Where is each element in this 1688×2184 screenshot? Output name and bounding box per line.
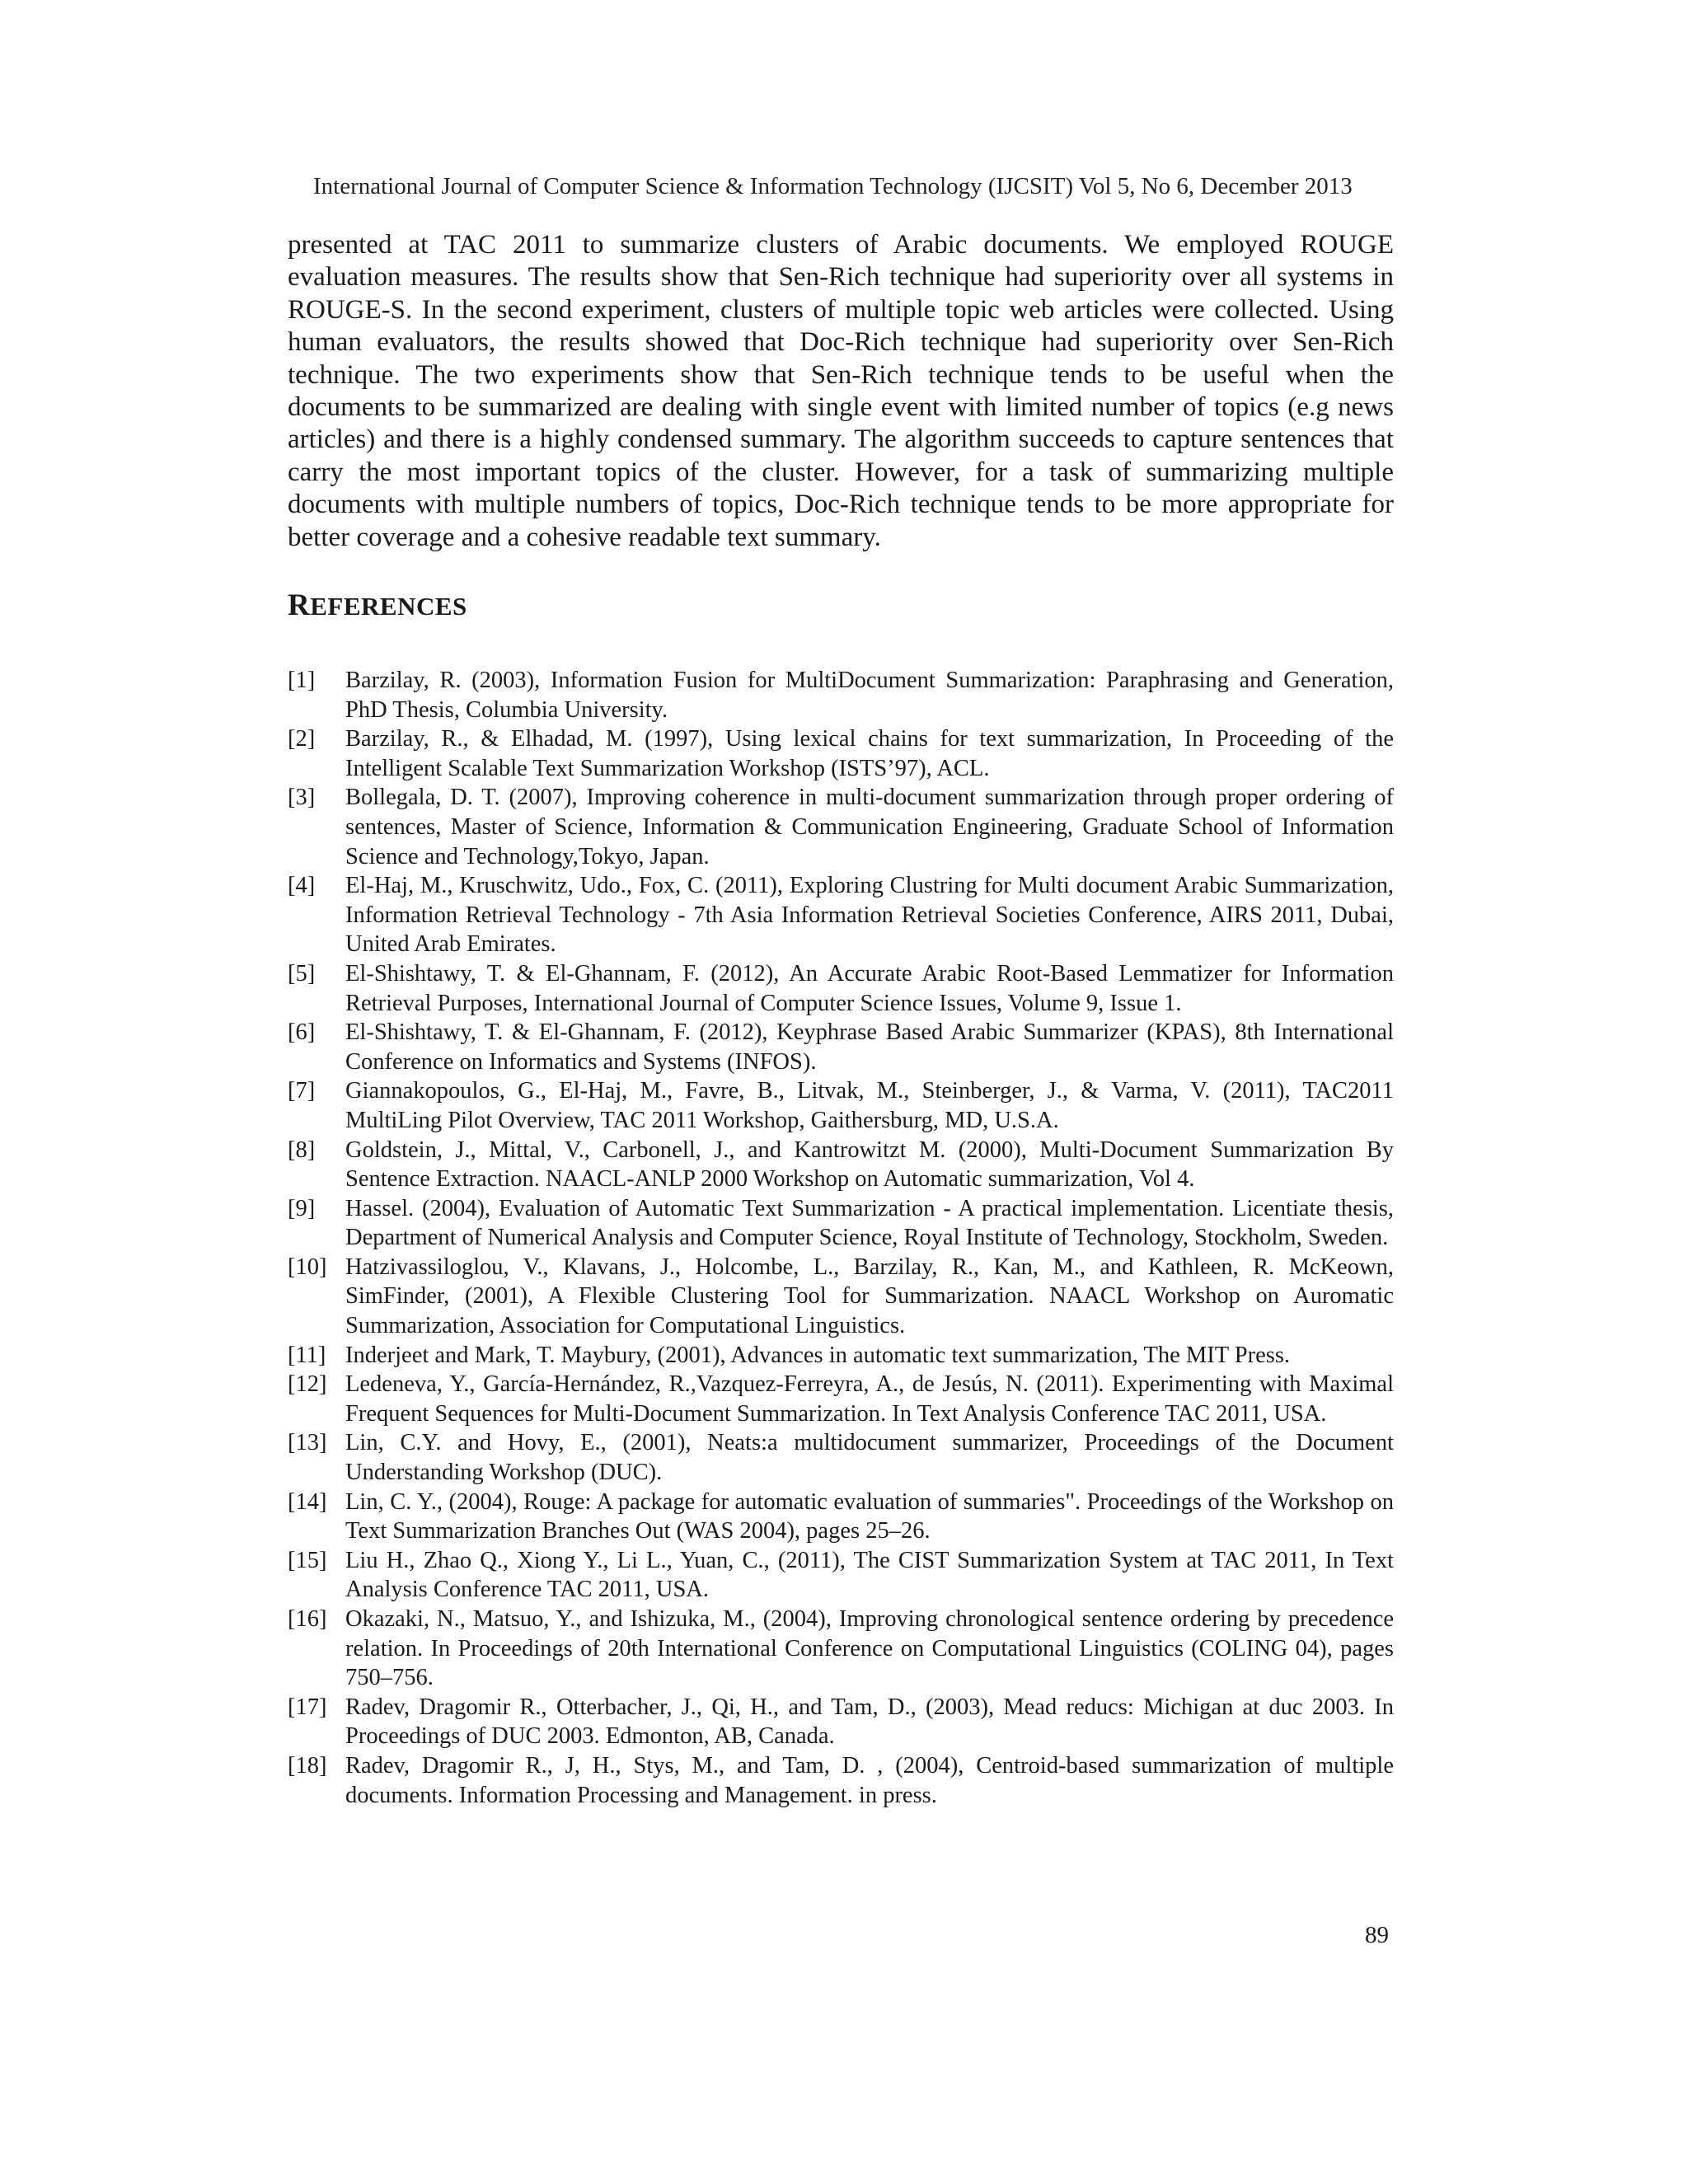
reference-number: [7] — [288, 1078, 316, 1104]
reference-text: Barzilay, R., & Elhadad, M. (1997), Using lexical chains for text summarization, In Proceeding of the Intelligent Scalable Text Summarization Workshop (ISTS’97), ACL. — [345, 726, 1394, 781]
reference-text: Lin, C.Y. and Hovy, E., (2001), Neats:a multidocument summarizer, Proceedings of the Document Understanding Workshop (DUC). — [345, 1430, 1394, 1486]
reference-number: [12] — [288, 1371, 327, 1398]
reference-number: [5] — [288, 960, 316, 987]
reference-text: El-Haj, M., Kruschwitz, Udo., Fox, C. (2011), Exploring Clustring for Multi document Arabic Summarization, Information Retrieval Technology - 7th Asia Information Retrieval Societies Conference, AIRS 2011, Dubai, United Arab Emirates. — [345, 873, 1394, 958]
reference-text: Barzilay, R. (2003), Information Fusion for MultiDocument Summarization: Paraphrasing and Generation, PhD Thesis, Columbia University. — [345, 668, 1394, 723]
reference-text: Lin, C. Y., (2004), Rouge: A package for automatic evaluation of summaries". Proceedings of the Workshop on Text Summarization Branches Out (WAS 2004), pages 25–26. — [345, 1488, 1394, 1544]
reference-text: Radev, Dragomir R., Otterbacher, J., Qi, H., and Tam, D., (2003), Mead reducs: Michigan at duc 2003. In Proceedings of DUC 2003. Edmonton, AB, Canada. — [345, 1694, 1394, 1750]
reference-text: Okazaki, N., Matsuo, Y., and Ishizuka, M., (2004), Improving chronological sentence ordering by precedence relation. In Proceedings of 20th International Conference on Computational Linguistics (COLING 04), pages 750–756. — [345, 1606, 1394, 1691]
reference-number: [14] — [288, 1488, 327, 1515]
reference-list — [288, 666, 1394, 1810]
reference-text: Inderjeet and Mark, T. Maybury, (2001), Advances in automatic text summarization, The MIT Press. — [345, 1342, 1291, 1368]
reference-number: [4] — [288, 873, 316, 899]
reference-number: [16] — [288, 1606, 327, 1632]
reference-item — [288, 666, 1394, 724]
reference-number: [1] — [288, 668, 316, 693]
reference-item — [288, 1341, 1394, 1371]
page-number: 89 — [1365, 1922, 1389, 1948]
reference-item — [288, 1693, 1394, 1751]
reference-number: [15] — [288, 1547, 327, 1573]
reference-item — [288, 1076, 1394, 1135]
reference-item — [288, 1605, 1394, 1693]
reference-item — [288, 1751, 1394, 1810]
reference-text: Hassel. (2004), Evaluation of Automatic Text Summarization - A practical implementation. Licentiate thesis, Department of Numerical Analysis and Computer Science, Royal Institute of Technology, Stockholm, Sweden. — [345, 1195, 1394, 1251]
running-header: International Journal of Computer Science & Information Technology (IJCSIT) Vol 5, No 6, December 2013 — [313, 173, 1353, 199]
reference-item — [288, 1253, 1394, 1341]
reference-number: [17] — [288, 1694, 327, 1720]
reference-text: Ledeneva, Y., García-Hernández, R.,Vazquez-Ferreyra, A., de Jesús, N. (2011). Experimenting with Maximal Frequent Sequences for Multi-Document Summarization. In Text Analysis Conference TAC 2011, USA. — [345, 1371, 1394, 1427]
reference-number: [2] — [288, 726, 316, 752]
reference-item — [288, 1428, 1394, 1487]
reference-number: [13] — [288, 1430, 327, 1456]
reference-item — [288, 1370, 1394, 1428]
reference-item — [288, 724, 1394, 783]
reference-item — [288, 959, 1394, 1018]
references-heading — [288, 585, 467, 627]
references-heading-rest: EFERENCES — [310, 592, 467, 621]
reference-number: [10] — [288, 1254, 327, 1280]
reference-item — [288, 1136, 1394, 1194]
reference-text: El-Shishtawy, T. & El-Ghannam, F. (2012), Keyphrase Based Arabic Summarizer (KPAS), 8th International Conference on Informatics and Systems (INFOS). — [345, 1019, 1394, 1075]
reference-text: Liu H., Zhao Q., Xiong Y., Li L., Yuan, C., (2011), The CIST Summarization System at TAC 2011, In Text Analysis Conference TAC 2011, USA. — [345, 1547, 1394, 1603]
reference-text: Goldstein, J., Mittal, V., Carbonell, J., and Kantrowitzt M. (2000), Multi-Document Summarization By Sentence Extraction. NAACL-ANLP 2000 Workshop on Automatic summarization, Vol 4. — [345, 1137, 1394, 1193]
reference-text: El-Shishtawy, T. & El-Ghannam, F. (2012), An Accurate Arabic Root-Based Lemmatizer for Information Retrieval Purposes, International Journal of Computer Science Issues, Volume 9, Issue 1. — [345, 960, 1394, 1016]
reference-item — [288, 1194, 1394, 1253]
body-paragraph: presented at TAC 2011 to summarize clusters of Arabic documents. We employed ROUGE evaluation measures. The results show that Sen-Rich technique had superiority over all systems in ROUGE-S. In the second experiment, clusters of multiple topic web articles were collected. Using human evaluators, the results showed that Doc-Rich technique had superiority over Sen-Rich technique. The two experiments show that Sen-Rich technique tends to be useful when the documents to be summarized are dealing with single event with limited number of topics (e.g news articles) and there is a highly condensed summary. The algorithm succeeds to capture sentences that carry the most important topics of the cluster. However, for a task of summarizing multiple documents with multiple numbers of topics, Doc-Rich technique tends to be more appropriate for better coverage and a cohesive readable text summary. — [288, 230, 1394, 552]
reference-text: Giannakopoulos, G., El-Haj, M., Favre, B., Litvak, M., Steinberger, J., & Varma, V. (2011), TAC2011 MultiLing Pilot Overview, TAC 2011 Workshop, Gaithersburg, MD, U.S.A. — [345, 1078, 1394, 1133]
reference-number: [18] — [288, 1752, 327, 1779]
reference-number: [9] — [288, 1195, 316, 1221]
references-heading-initial: R — [288, 588, 311, 622]
reference-text: Bollegala, D. T. (2007), Improving coherence in multi-document summarization through proper ordering of sentences, Master of Science, Information & Communication Engineering, Graduate School of Information Science and Technology,Tokyo, Japan. — [345, 785, 1394, 869]
reference-item — [288, 871, 1394, 959]
reference-number: [6] — [288, 1019, 316, 1046]
reference-item — [288, 1546, 1394, 1605]
reference-item — [288, 783, 1394, 871]
reference-text: Radev, Dragomir R., J, H., Stys, M., and Tam, D. , (2004), Centroid-based summarization of multiple documents. Information Processing and Management. in press. — [345, 1752, 1394, 1808]
reference-item — [288, 1488, 1394, 1546]
reference-text: Hatzivassiloglou, V., Klavans, J., Holcombe, L., Barzilay, R., Kan, M., and Kathleen, R. McKeown, SimFinder, (2001), A Flexible Clustering Tool for Summarization. NAACL Workshop on Auromatic Summarization, Association for Computational Linguistics. — [345, 1254, 1394, 1339]
reference-number: [3] — [288, 785, 316, 811]
reference-item — [288, 1018, 1394, 1076]
reference-number: [8] — [288, 1137, 316, 1163]
reference-number: [11] — [288, 1342, 326, 1368]
